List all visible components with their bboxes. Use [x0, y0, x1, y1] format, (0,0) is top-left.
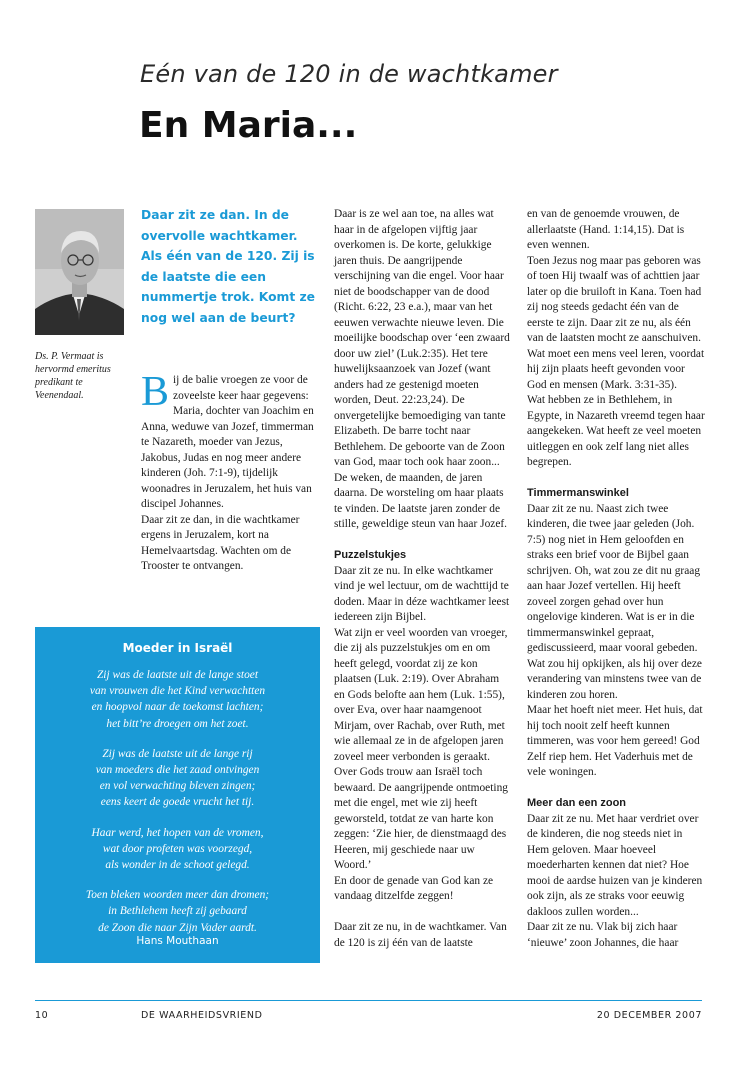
author-portrait-image — [35, 209, 124, 335]
paragraph: Daar zit ze nu, in de wachtkamer. Van de 120 is zij één van de laatste — [334, 921, 507, 949]
poem-line: en hoopvol naar de toekomst lachten; — [91, 701, 264, 714]
poem-stanza — [35, 825, 320, 874]
poem-line: als wonder in de schoot gelegd. — [105, 859, 250, 872]
poem-box — [35, 627, 320, 963]
paragraph: Wat zijn er veel woorden van vroeger, die zij als puzzelstukjes om en om heeft gelegd, voordat zij ze kon plaatsen (Luk. 2:19). Over Abraham en Gods belofte aan hem (Luk. 1:55), over Eva, over haar naamgenoot Mirjam, over Rachab, over Ruth, met wie allemaal ze in de afgelopen jaren zoveel meer verbonden is geraakt. Over Gods trouw aan Israël toch bewaard. De aangrijpende ontmoeting met die engel, met wie zij heeft geworsteld, totdat ze van harte kon zeggen: ‘Zie hier, de dienstmaagd des Heeren, mij geschiede naar uw Woord.’ — [334, 626, 508, 871]
article-subtitle: Eén van de 120 in de wachtkamer — [140, 60, 558, 88]
paragraph: Daar zit ze nu. In elke wachtkamer vind je wel lectuur, om de wachttijd te doden. Maar in déze wachtkamer leest iedereen zijn Bijbel. — [334, 564, 510, 623]
article-title: En Maria... — [139, 105, 358, 146]
paragraph: Daar zit ze dan, in die wachtkamer ergens in Jeruzalem, kort na Hemelvaartsdag. Wachten om de Trooster te ontvangen. — [141, 513, 300, 572]
poem-stanza — [35, 887, 320, 936]
paragraph: Toen Jezus nog maar pas geboren was of toen Hij twaalf was of achttien jaar later op die bruiloft in Kana. Toen had zij nog steeds gedacht één van de eerste te zijn. Daar zit ze nu, als één van de laatsten mocht ze aanschuiven. Wat moet een mens veel leren, voordat hij zijn plaats heeft gevonden voor God en mensen (Mark. 3:31-35). — [527, 254, 705, 391]
poem-line: de Zoon die naar Zijn Vader aardt. — [98, 921, 257, 934]
poem-line: van moeders die het zaad ontvingen — [95, 764, 260, 777]
poem-line: en vol verwachting bleven zingen; — [99, 780, 256, 793]
drop-cap: B — [141, 369, 170, 415]
poem-author: Hans Mouthaan — [136, 935, 219, 947]
magazine-name: DE WAARHEIDSVRIEND — [141, 1010, 263, 1021]
article-column-3 — [527, 207, 707, 951]
poem-line: het bitt’re droegen om het zoet. — [106, 717, 249, 730]
section-heading: Puzzelstukjes — [334, 549, 407, 561]
section-heading: Meer dan een zoon — [527, 797, 627, 809]
paragraph: Bij de balie vroegen ze voor de zoveelste keer haar gegevens: Maria, dochter van Joachim en Anna, weduwe van Jozef, timmerman te Nazareth, moeder van Jezus, Jakobus, Judas en nog meer andere kinderen (Joh. 7:1-9), tijdelijk woonadres in Jeruzalem, het huis van discipel Johannes. — [141, 369, 314, 510]
poem-stanza — [35, 667, 320, 732]
poem-line: van vrouwen die het Kind verwachtten — [89, 685, 266, 698]
poem-body — [35, 667, 320, 950]
paragraph: Daar zit ze nu. Vlak bij zich haar ‘nieuwe’ zoon Johannes, die haar — [527, 921, 679, 949]
issue-date: 20 DECEMBER 2007 — [596, 1010, 702, 1021]
paragraph: En door de genade van God kan ze vandaag ditzelfde zeggen! — [334, 874, 494, 902]
footer-rule — [35, 1000, 702, 1001]
author-photo — [35, 209, 124, 335]
article-column-1 — [141, 369, 322, 575]
article-column-2 — [334, 207, 512, 951]
author-caption: Ds. P. Vermaat is hervormd emeritus predikant te Veenendaal. — [35, 351, 111, 401]
paragraph: Wat hebben ze in Bethlehem, in Egypte, in Nazareth vreemd tegen haar aangekeken. Wat heeft ze veel moeten uitleggen en ook zelf lang niet alles begrepen. — [527, 394, 705, 468]
page-number: 10 — [35, 1010, 49, 1021]
paragraph: Daar is ze wel aan toe, na alles wat haar in de afgelopen vijftig jaar overkomen is. De korte, gelukkige jaren thuis. De aangrijpende verschijning van die engel. Voor haar niet de boodschapper van de dood (Richt. 6:22, 23 e.a.), maar van het eeuwen verwachte nieuwe leven. Die moeilijke boodschap over ‘een zwaard door uw ziel’ (Luk.2:35). Het tere huwelijksaanzoek van Jozef (want anders had ze gestenigd moeten worden, Deut. 22:23,24). De onvergetelijke bemoediging van tante Elizabeth. De barre tocht naar Bethlehem. De geboorte van de Zoon van God, maar toch ook haar zoon... De weken, de maanden, de jaren daarna. De worsteling om haar plaats te vinden. De laatste jaren zonder de stille, geweldige steun van haar Jozef. — [334, 208, 510, 530]
paragraph: Maar het hoeft niet meer. Het huis, dat hij toch nooit zelf heeft kunnen timmeren, was voor hem gereed! God Zelf riep hem. Het Vaderhuis met de vele woningen. — [527, 704, 703, 778]
poem-line: Zij was de laatste uit de lange rij — [102, 747, 253, 760]
intro-lead: Daar zit ze dan. In de overvolle wachtkamer. Als één van de 120. Zij is de laatste die een nummertje trok. Komt ze nog wel aan de beurt? — [141, 208, 316, 325]
poem-line: eens keert de goede vrucht het tij. — [100, 796, 255, 809]
poem-line: in Bethlehem heeft zij gebaard — [108, 905, 247, 918]
section-heading: Timmermanswinkel — [527, 487, 629, 499]
poem-line: wat door profeten was voorzegd, — [102, 842, 253, 855]
paragraph: en van de genoemde vrouwen, de allerlaatste (Hand. 1:14,15). Dat is even wennen. — [527, 208, 685, 251]
poem-stanza — [35, 746, 320, 811]
poem-title: Moeder in Israël — [122, 641, 233, 655]
paragraph: Daar zit ze nu. Met haar verdriet over de kinderen, die nog steeds niet in Hem geloven. Maar hoeveel moederharten kennen dat niet? Hoe mooi de aardse huizen van je kinderen ook zijn, als ze straks voor eeuwig dakloos zullen worden... — [527, 812, 703, 918]
poem-line: Haar werd, het hopen van de vromen, — [91, 826, 264, 839]
paragraph: Daar zit ze nu. Naast zich twee kinderen, die twee jaar geleden (Joh. 7:5) nog niet in Hem geloofden en straks een brief voor de Bijbel gaan schrijven. Oh, wat zou ze dit nu graag aan haar Jozef vertellen. Hij heeft zoveel zorgen gehad over hun ongelovige kinderen. Wat is er in die timmermanswinkel gepraat, gediscussieerd, maar vooral gebeden. Wat zou hij opkijken, als hij over deze verandering van minstens twee van de kinderen zou horen. — [527, 502, 702, 701]
poem-line: Toen bleken woorden meer dan dromen; — [85, 889, 270, 902]
poem-line: Zij was de laatste uit de lange stoet — [96, 669, 259, 681]
